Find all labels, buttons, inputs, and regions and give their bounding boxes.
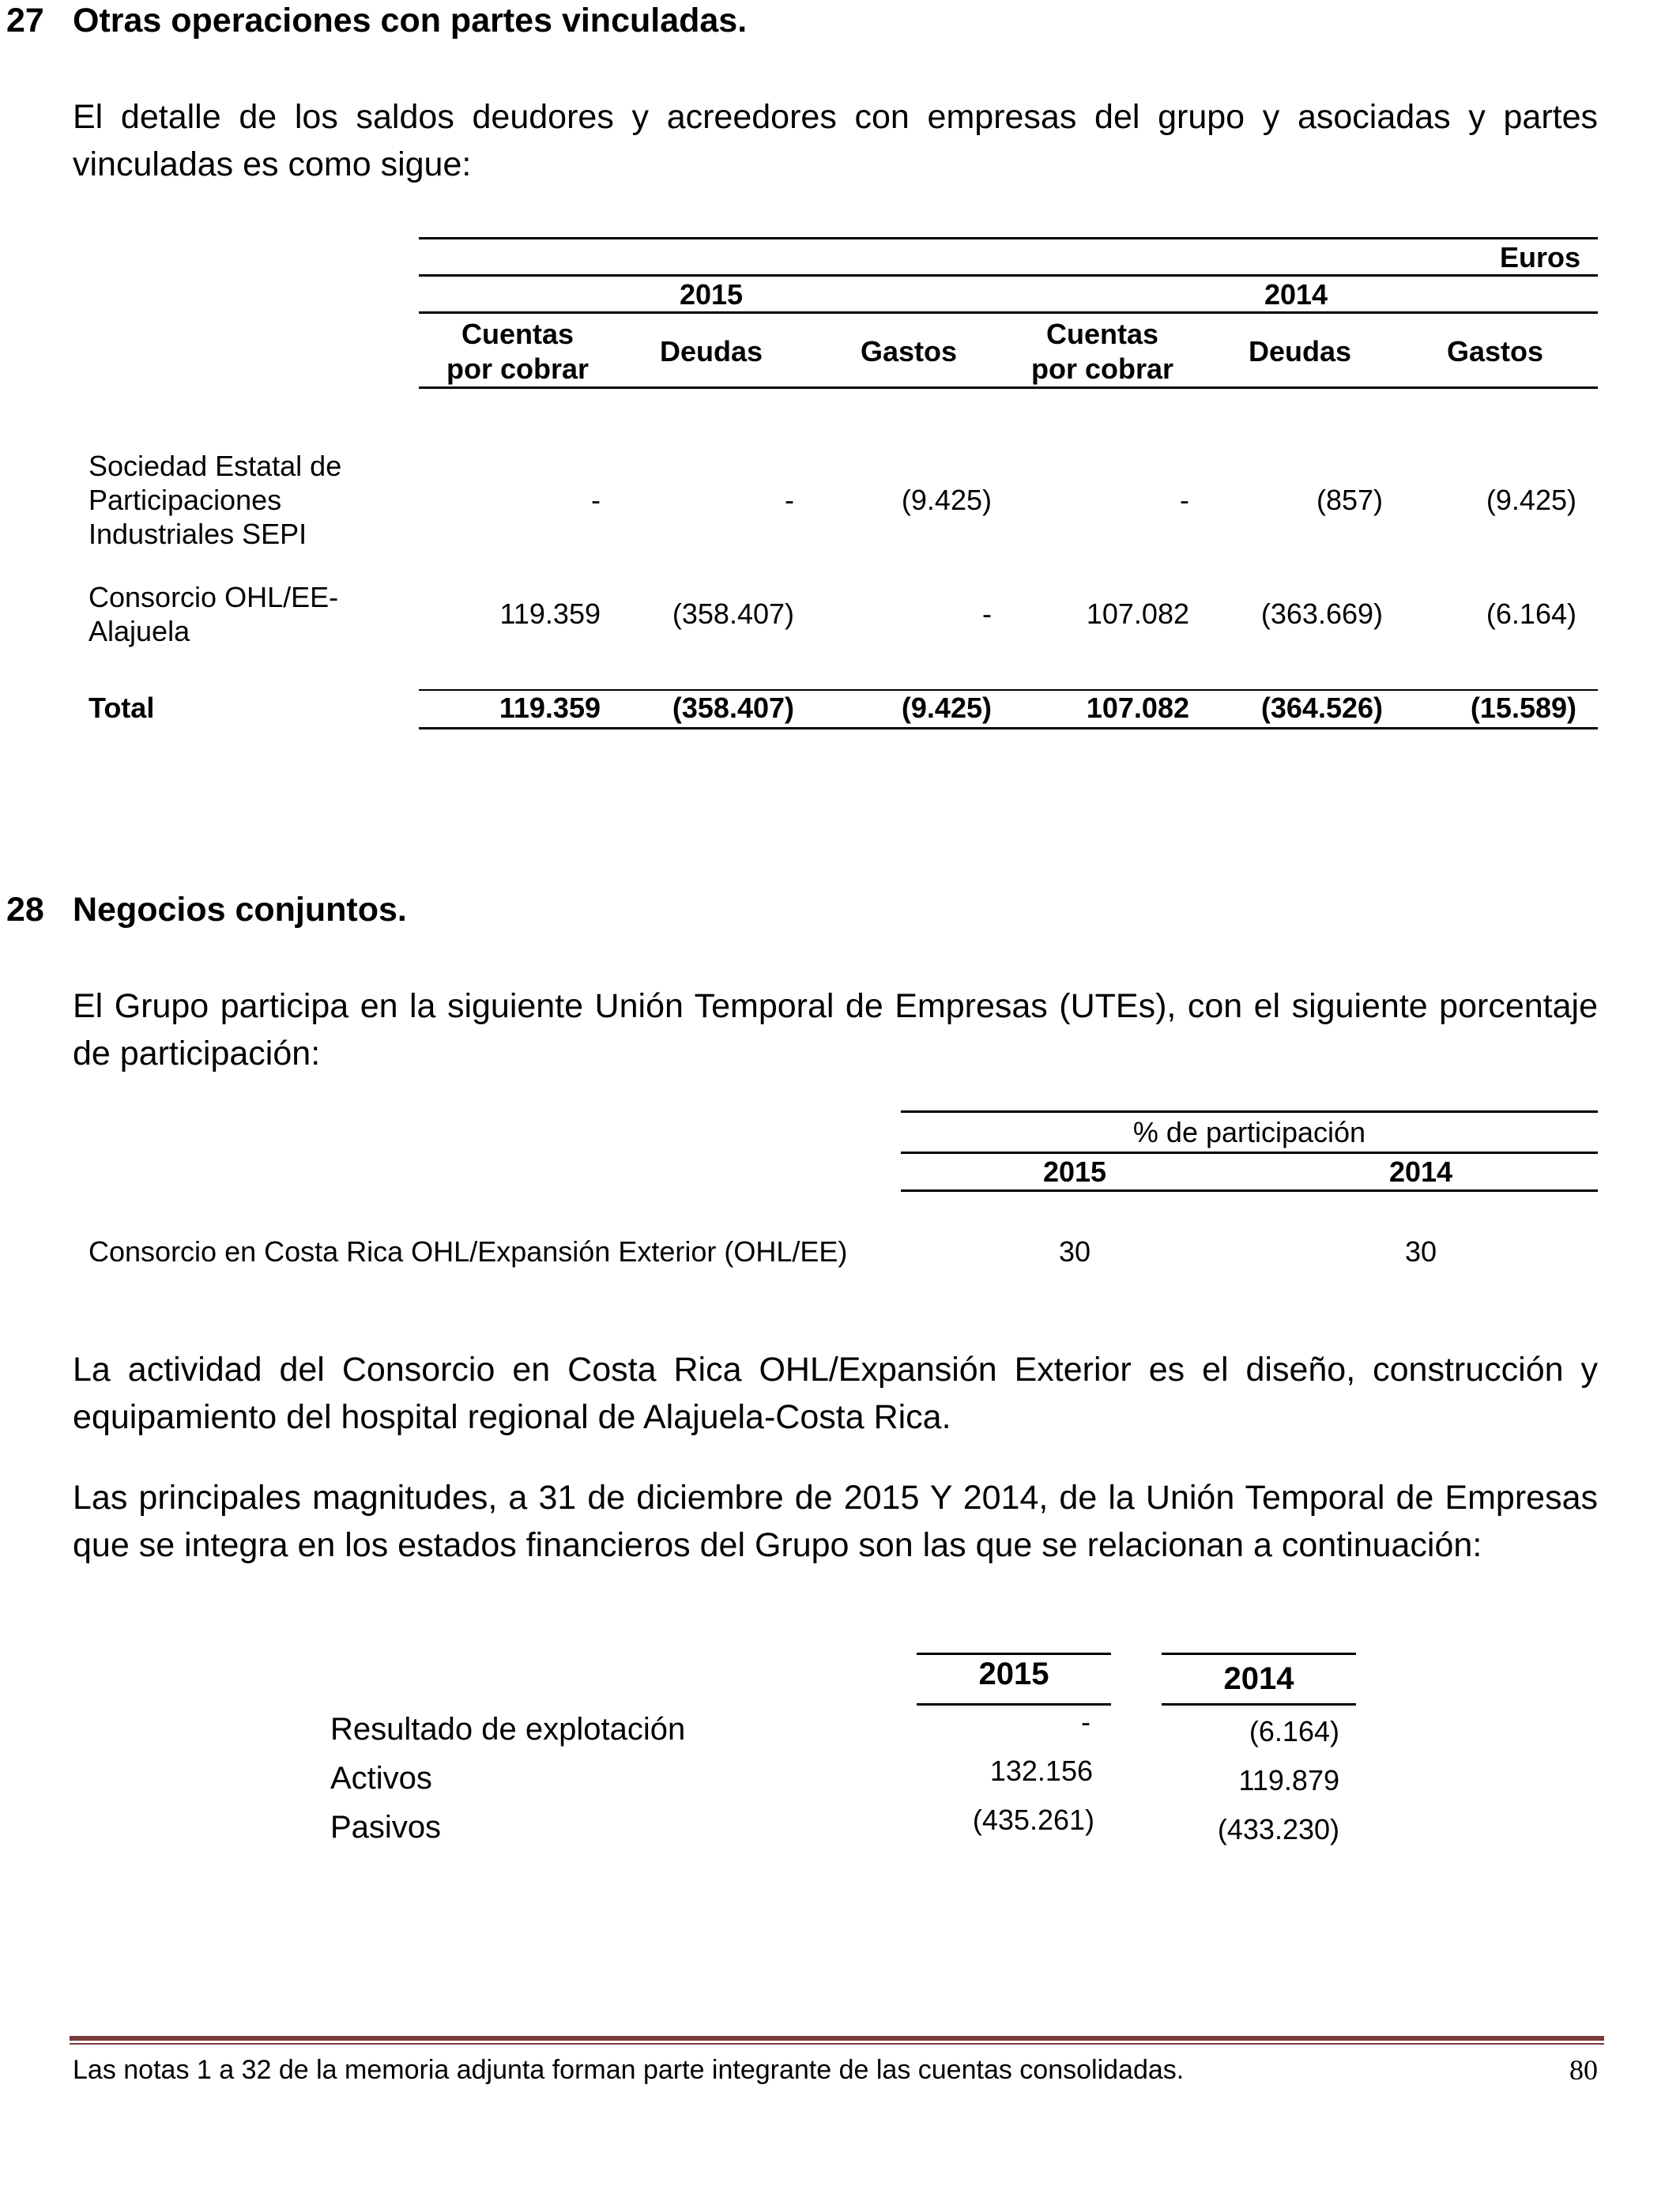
table1-row1-value: -: [1180, 484, 1189, 516]
table3-row-value: 132.156: [989, 1755, 1093, 1787]
table1-total-value: (358.407): [672, 692, 794, 724]
table1-col4-line2: por cobrar: [1030, 352, 1174, 385]
section-28-activity-paragraph: La actividad del Consorcio en Costa Rica OHL/Expansión Exterior es el diseño, construcción y equipamiento del hospital regional de Alajuela-Costa Rica.: [73, 1351, 1598, 1436]
section-28-intro: El Grupo participa en la siguiente Unión Temporal de Empresas (UTEs), con el siguiente porcentaje de participación:: [73, 987, 1598, 1072]
table3-2014-bottom-rule: [1162, 1703, 1356, 1706]
table1-year-2015: 2015: [679, 278, 744, 311]
table2-row-value-2015: 30: [1058, 1235, 1091, 1268]
table3-row-label: Resultado de explotación: [330, 1712, 686, 1747]
table1-total-top-rule: [419, 689, 1598, 691]
table1-row2-value: (363.669): [1260, 598, 1383, 630]
table1-unit: Euros: [1499, 241, 1580, 273]
table1-col1-line1: Cuentas: [461, 318, 574, 350]
table1-row1-value: (857): [1316, 484, 1383, 516]
table1-row1-value: -: [591, 484, 601, 516]
table1-row2-value: (6.164): [1486, 598, 1576, 630]
table1-year-rule: [419, 311, 1598, 314]
table1-total-value: (364.526): [1260, 692, 1383, 724]
table1-total-value: (15.589): [1470, 692, 1576, 724]
table1-total-value: (9.425): [901, 692, 992, 724]
table2-year-2014: 2014: [1388, 1155, 1453, 1188]
table1-total-value: 119.359: [499, 692, 601, 724]
table3-2015-top-rule: [917, 1653, 1111, 1655]
table1-col2-header: Deudas: [659, 335, 763, 368]
footer-rule-thin: [70, 2043, 1604, 2045]
table3-year-2015: 2015: [978, 1657, 1049, 1691]
table3-row-value: (6.164): [1249, 1715, 1339, 1747]
table1-row2-value: 107.082: [1086, 598, 1189, 630]
section-28-magnitudes-paragraph: Las principales magnitudes, a 31 de diciembre de 2015 Y 2014, de la Unión Temporal de Empresas que se integra en los estados financieros del Grupo son las que se relacionan a continuación:: [73, 1479, 1598, 1564]
table1-total-value: 107.082: [1086, 692, 1189, 724]
table3-year-2014: 2014: [1223, 1661, 1294, 1696]
table1-row1-value: (9.425): [1486, 484, 1576, 516]
table2-header-rule: [901, 1152, 1598, 1154]
table3-row-value: (435.261): [972, 1804, 1094, 1836]
table2-header: % de participación: [1132, 1116, 1366, 1148]
section-27-intro: El detalle de los saldos deudores y acreedores con empresas del grupo y asociadas y partes vinculadas es como sigue:: [73, 98, 1598, 183]
table1-col5-header: Deudas: [1248, 335, 1352, 368]
table1-row2-label: Consorcio OHL/EE- Alajuela: [89, 581, 339, 647]
section-28-number: 28: [6, 891, 44, 929]
table1-bottom-rule: [419, 727, 1598, 729]
table1-row2-value: -: [982, 598, 992, 630]
table2-row-value-2014: 30: [1404, 1235, 1437, 1268]
table1-col1-line2: por cobrar: [446, 352, 590, 385]
table3-row-value: 119.879: [1238, 1764, 1339, 1796]
table1-year-2014: 2014: [1264, 278, 1328, 311]
table3-row-label: Activos: [330, 1761, 432, 1796]
table3-row-value: -: [1081, 1706, 1090, 1738]
section-27-title: Otras operaciones con partes vinculadas.: [73, 2, 748, 40]
table1-row2-value: 119.359: [499, 598, 601, 630]
table1-header-rule: [419, 386, 1598, 389]
table1-col4-line1: Cuentas: [1045, 318, 1159, 350]
table3-row-value: (433.230): [1217, 1813, 1339, 1845]
table2-top-rule: [901, 1110, 1598, 1113]
table2-year-rule: [901, 1189, 1598, 1192]
footer-rule: [70, 2036, 1604, 2041]
page-number: 80: [1569, 2054, 1598, 2086]
footer-note: Las notas 1 a 32 de la memoria adjunta forman parte integrante de las cuentas consolidadas.: [73, 2055, 1185, 2085]
table3-2014-top-rule: [1162, 1653, 1356, 1655]
section-27-number: 27: [6, 2, 44, 40]
section-28-title: Negocios conjuntos.: [73, 891, 407, 929]
table1-col3-header: Gastos: [860, 335, 958, 368]
table1-row2-value: (358.407): [672, 598, 794, 630]
table1-top-rule: [419, 237, 1598, 239]
table1-row1-value: -: [785, 484, 794, 516]
table2-year-2015: 2015: [1042, 1155, 1107, 1188]
table1-col6-header: Gastos: [1446, 335, 1544, 368]
table1-total-label: Total: [89, 692, 155, 724]
table3-row-label: Pasivos: [330, 1810, 442, 1845]
table1-row1-value: (9.425): [901, 484, 992, 516]
table1-row1-label: Sociedad Estatal de Participaciones Industriales SEPI: [89, 450, 342, 550]
table2-row-label: Consorcio en Costa Rica OHL/Expansión Exterior (OHL/EE): [89, 1235, 848, 1268]
table1-unit-rule: [419, 274, 1598, 277]
